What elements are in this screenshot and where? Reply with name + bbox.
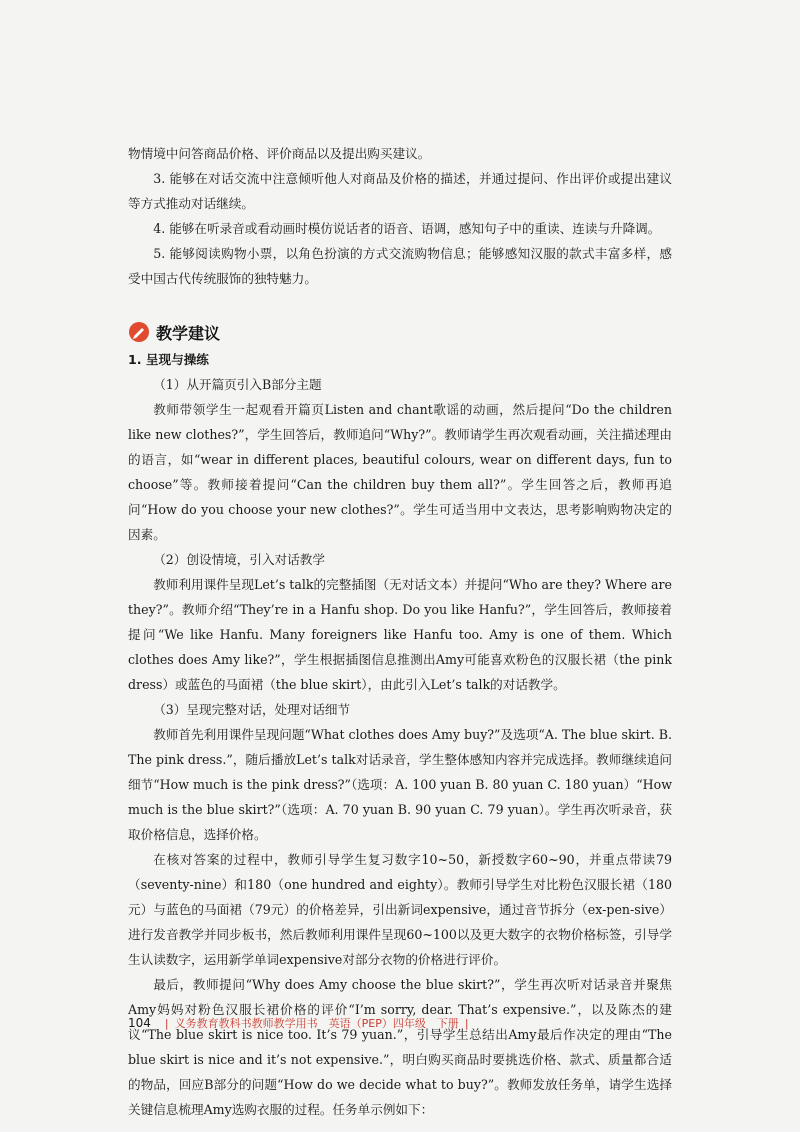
step-2-heading: （2）创设情境，引入对话教学	[153, 552, 325, 567]
objective-continuation: 物情境中问答商品价格、评价商品以及提出购买建议。	[128, 146, 431, 161]
section-header	[128, 317, 672, 347]
objective-5: 5. 能够阅读购物小票，以角色扮演的方式交流购物信息；能够感知汉服的款式丰富多样，感受中国古代传统服饰的独特魅力。	[128, 246, 672, 286]
page-content	[128, 141, 672, 1122]
section-title: 教学建议	[156, 323, 221, 343]
step-3-numbers-text: 在核对答案的过程中，教师引导学生复习数字10~50，新授数字60~90，并重点带读79（seventy-nine）和180（one hundred and eighty）。教师引导学生对比粉色汉服长裙（180元）与蓝色的马面裙（79元）的价格差异，引出新词expensive，通过音节拆分（ex-pen-sive）进行发音教学并同步板书，然后教师利用课件呈现60~100以及更大数字的衣物价格标签，引导学生认读数字，运用新学单词expensive对部分衣物的价格进行评价。	[128, 852, 672, 967]
step-3-heading: （3）呈现完整对话，处理对话细节	[153, 702, 351, 717]
objective-3: 3. 能够在对话交流中注意倾听他人对商品及价格的描述，并通过提问、作出评价或提出建议等方式推动对话继续。	[128, 171, 672, 211]
page-number: 104	[128, 1016, 151, 1030]
step-3-text: 教师首先利用课件呈现问题“What clothes does Amy buy?”及选项“A. The blue skirt. B. The pink dress.”，随后播放Let’s talk对话录音，学生整体感知内容并完成选择。教师继续追问细节“How much is the pink dress?”（选项：A. 100 yuan B. 80 yuan C. 180 yuan）“How much is the blue skirt?”（选项：A. 70 yuan B. 90 yuan C. 79 yuan）。学生再次听录音，获取价格信息，选择价格。	[128, 727, 672, 842]
subsection-title: 1. 呈现与操练	[128, 352, 209, 367]
step-1-heading: （1）从开篇页引入B部分主题	[153, 377, 322, 392]
footer-separator-right: |	[464, 1016, 469, 1030]
step-2-text: 教师利用课件呈现Let’s talk的完整插图（无对话文本）并提问“Who are they? Where are they?”。教师介绍“They’re in a Hanfu shop. Do you like Hanfu?”，学生回答后，教师接着提问“We like Hanfu. Many foreigners like Hanfu too. Amy is one of them. Which clothes does Amy like?”，学生根据插图信息推测出Amy可能喜欢粉色的汉服长裙（the pink dress）或蓝色的马面裙（the blue skirt），由此引入Let’s talk的对话教学。	[128, 577, 672, 692]
objective-4: 4. 能够在听录音或看动画时模仿说话者的语音、语调，感知句子中的重读、连读与升降调。	[153, 221, 661, 236]
page-footer	[128, 1015, 475, 1031]
pencil-circle-icon	[128, 321, 150, 343]
step-3-final-text: 最后，教师提问“Why does Amy choose the blue skirt?”，学生再次听对话录音并聚焦Amy妈妈对粉色汉服长裙价格的评价“I’m sorry, dear. That’s expensive.”，以及陈杰的建议“The blue skirt is nice too. It’s 79 yuan.”，引导学生总结出Amy最后作决定的理由“The blue skirt is nice and it’s not expensive.”，明白购买商品时要挑选价格、款式、质量都合适的物品，回应B部分的问题“How do we decide what to buy?”。教师发放任务单，请学生选择关键信息梳理Amy选购衣服的过程。任务单示例如下：	[128, 977, 672, 1117]
book-title: 义务教育教科书教师教学用书 英语（PEP）四年级 下册	[174, 1017, 459, 1030]
footer-separator-left: |	[164, 1016, 169, 1030]
step-1-text: 教师带领学生一起观看开篇页Listen and chant歌谣的动画，然后提问“Do the children like new clothes?”，学生回答后，教师追问“Why?”。教师请学生再次观看动画，关注描述理由的语言，如“wear in different places, beautiful colours, wear on different days, fun to choose”等。教师接着提问“Can the children buy them all?”。学生回答之后，教师再追问“How do you choose your new clothes?”。学生可适当用中文表达，思考影响购物决定的因素。	[128, 402, 672, 542]
